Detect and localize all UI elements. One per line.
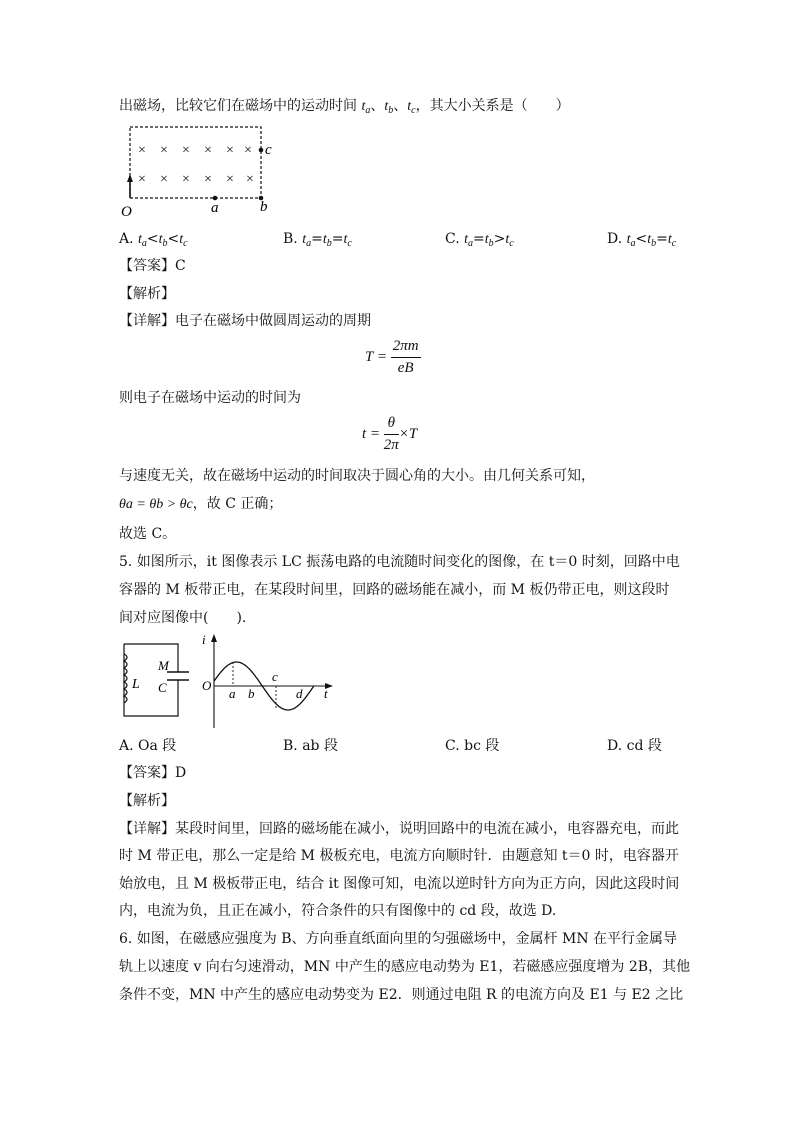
- q4-choose: 故选 C。: [119, 526, 177, 542]
- q5-detail-line3: 始放电，且 M 极板带正电，结合 it 图像可知，电流以逆时针方向为正方向，因此这段时间: [119, 876, 680, 892]
- formula-period: T = $\frac{2\pi m}{eB}$: [365, 338, 419, 376]
- field-cross-5: ×: [244, 143, 252, 158]
- q4-option-c[interactable]: C. $t_a=t_b>t_c$: [445, 231, 514, 249]
- svg-text:d: d: [296, 686, 303, 701]
- q5-detail-line1: 【详解】某段时间里，回路的磁场能在减小，说明回路中的电流在减小，电容器充电，而此: [119, 821, 679, 837]
- point-c-dot: [259, 148, 264, 153]
- q4-theta-line: θa = θb > θc，故 C 正确；: [119, 496, 283, 512]
- field-cross-9: ×: [204, 172, 212, 187]
- field-cross-2: ×: [182, 143, 190, 158]
- field-cross-4: ×: [226, 143, 234, 158]
- field-crosses: [138, 143, 254, 187]
- field-cross-11: ×: [246, 172, 254, 187]
- lc-circuit-figure: [118, 640, 198, 720]
- q4-option-a[interactable]: A. $t_a<t_b<t_c$: [119, 231, 188, 249]
- q5-answer: 【答案】D: [119, 765, 187, 781]
- q6-stem-line2: 轨上以速度 v 向右匀速滑动，MN 中产生的感应电动势为 E1，若磁感应强度增为 2B，其他: [119, 959, 691, 975]
- q5-stem-line1: 5. 如图所示，it 图像表示 LC 振荡电路的电流随时间变化的图像，在 t＝0 时刻，回路中电: [119, 554, 680, 570]
- field-cross-1: ×: [160, 143, 168, 158]
- q5-stem-line3: 间对应图像中( ).: [119, 610, 247, 626]
- q5-detail-line2: 时 M 带正电，那么一定是给 M 极板充电，电流方向顺时针．由题意知 t＝0 时，电容器开: [119, 848, 679, 864]
- label-c: c: [265, 142, 272, 158]
- q5-option-a[interactable]: A. Oa 段: [119, 738, 177, 754]
- svg-text:t: t: [324, 686, 328, 701]
- svg-text:a: a: [229, 686, 236, 701]
- q4-analysis-heading: 【解析】: [119, 286, 175, 302]
- q5-option-d[interactable]: D. cd 段: [607, 738, 662, 754]
- q5-option-c[interactable]: C. bc 段: [445, 738, 500, 754]
- formula-time: t = $\frac{\theta}{2\pi}$ ×T: [362, 415, 418, 453]
- q4-detail: 【详解】电子在磁场中做圆周运动的周期: [119, 313, 371, 329]
- q6-stem-line1: 6. 如图，在磁感应强度为 B、方向垂直纸面向里的匀强磁场中，金属杆 MN 在平行金属导: [119, 931, 678, 947]
- q5-option-b[interactable]: B. ab 段: [283, 738, 338, 754]
- svg-text:c: c: [272, 669, 278, 684]
- q5-analysis-heading: 【解析】: [119, 793, 175, 809]
- svg-text:O: O: [202, 678, 212, 693]
- svg-text:L: L: [132, 677, 140, 692]
- q5-stem-line2: 容器的 M 板带正电，在某段时间里，回路的磁场能在减小，而 M 板仍带正电，则这段时: [119, 582, 670, 598]
- q4-conclusion: 与速度无关，故在磁场中运动的时间取决于圆心角的大小。由几何关系可知，: [119, 468, 595, 484]
- svg-text:b: b: [248, 686, 255, 701]
- label-a: a: [211, 200, 219, 216]
- field-cross-7: ×: [160, 172, 168, 187]
- q4-answer: 【答案】C: [119, 258, 186, 274]
- q4-option-d[interactable]: D. $t_a<t_b=t_c$: [607, 231, 677, 249]
- q5-detail-line4: 内，电流为负，且正在减小，符合条件的只有图像中的 cd 段，故选 D.: [119, 903, 557, 919]
- q4-field-figure: [118, 120, 283, 220]
- q4-time-line: 则电子在磁场中运动的时间为: [119, 390, 301, 406]
- field-cross-8: ×: [182, 172, 190, 187]
- q6-stem-line3: 条件不变，MN 中产生的感应电动势变为 E2．则通过电阻 R 的电流方向及 E1 与 E2 之比: [119, 987, 684, 1003]
- field-cross-10: ×: [226, 172, 234, 187]
- svg-text:C: C: [158, 680, 167, 695]
- label-O: O: [121, 204, 132, 220]
- label-b: b: [260, 199, 268, 215]
- q4-stem: 出磁场，比较它们在磁场中的运动时间 $t_a$、$t_b$、$t_c$，其大小关系是（ ）: [119, 98, 570, 116]
- it-graph-figure: [200, 632, 340, 730]
- q4-option-b[interactable]: B. $t_a=t_b=t_c$: [283, 231, 352, 249]
- field-cross-3: ×: [204, 143, 212, 158]
- field-cross-6: ×: [138, 172, 146, 187]
- svg-text:M: M: [158, 658, 169, 673]
- field-cross-0: ×: [138, 143, 146, 158]
- svg-text:i: i: [202, 632, 206, 647]
